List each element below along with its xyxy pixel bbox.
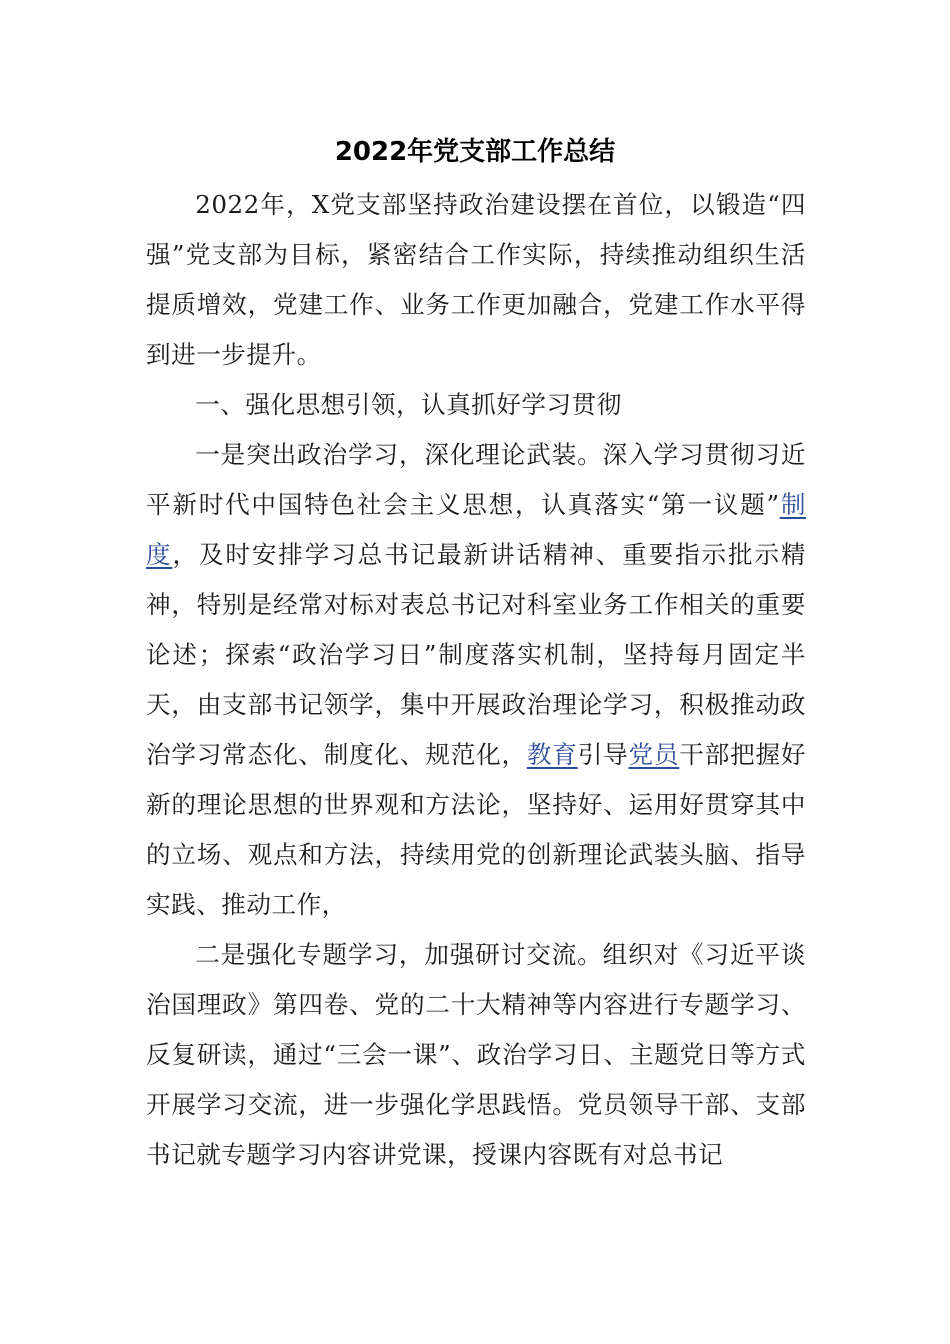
paragraph-political-study [146,430,806,930]
paragraph-intro: 2022年，X党支部坚持政治建设摆在首位，以锻造“四强”党支部为目标，紧密结合工作实际，持续推动组织生活提质增效，党建工作、业务工作更加融合，党建工作水平得到进一步提升。 [146,190,806,369]
document-title: 2022年党支部工作总结 [334,137,616,167]
link-party-member[interactable]: 党员 [628,740,680,769]
link-education[interactable]: 教育 [526,740,578,769]
link-system[interactable]: 制度 [146,490,806,569]
section-heading-1: 一、强化思想引领，认真抓好学习贯彻 [195,390,622,419]
paragraph-text: 干部把握好新的理论思想的世界观和方法论，坚持好、运用好贯穿其中的立场、观点和方法，持续用党的创新理论武装头脑、指导实践、推动工作， [146,740,806,919]
document-body [146,180,806,1180]
paragraph-text: 引导 [577,740,629,769]
paragraph-text: ，及时安排学习总书记最新讲话精神、重要指示批示精神，特别是经常对标对表总书记对科室业务工作相关的重要论述；探索“政治学习日”制度落实机制，坚持每月固定半天，由支部书记领学，集中开展政治理论学习，积极推动政治学习常态化、制度化、规范化， [146,540,806,769]
paragraph-text: 一是突出政治学习，深化理论武装。深入学习贯彻习近平新时代中国特色社会主义思想，认真落实“第一议题” [146,440,806,519]
paragraph-thematic-study: 二是强化专题学习，加强研讨交流。组织对《习近平谈治国理政》第四卷、党的二十大精神等内容进行专题学习、反复研读，通过“三会一课”、政治学习日、主题党日等方式开展学习交流，进一步强化学思践悟。党员领导干部、支部书记就专题学习内容讲党课，授课内容既有对总书记 [146,940,806,1169]
